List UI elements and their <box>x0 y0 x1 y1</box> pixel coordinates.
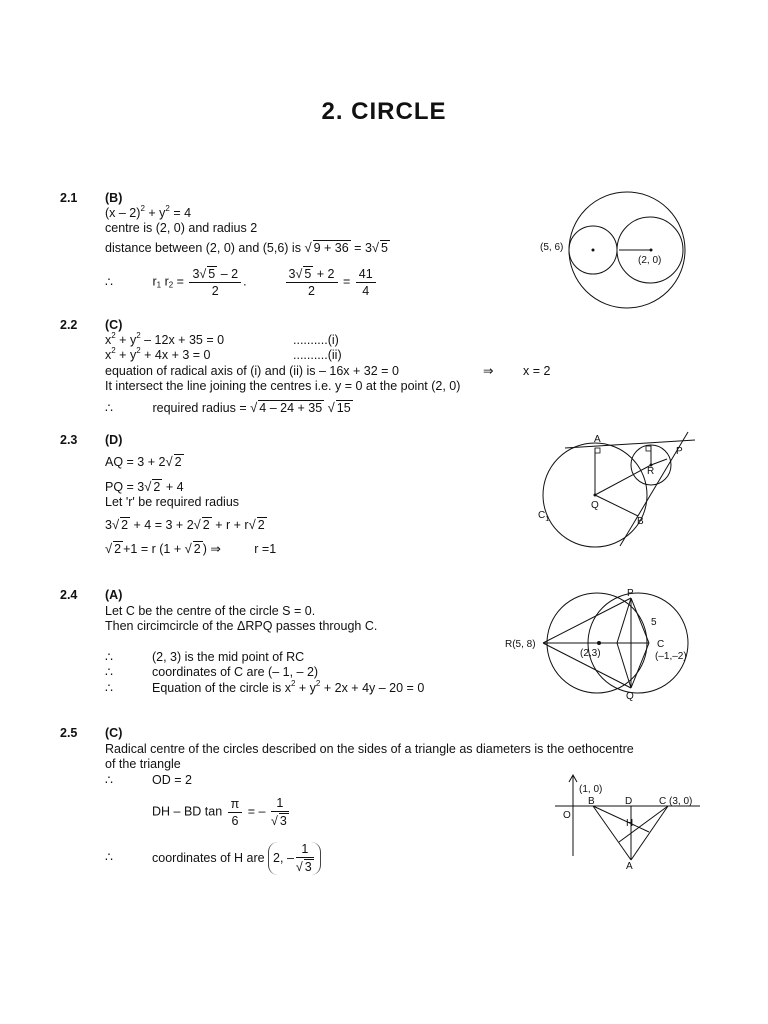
q4-label-C-coords: (–1,–2) <box>655 651 687 662</box>
q4-midpoint <box>597 641 601 645</box>
q3-equation: 3√ 2 + 4 = 3 + 2√ 2 + r + r√ 2 <box>105 517 265 532</box>
q4-line-3: (2, 3) is the mid point of RC <box>152 650 305 664</box>
q3-let-r: Let 'r' be required radius <box>105 495 240 509</box>
q3-figure <box>530 428 710 578</box>
q3-line-QR <box>595 465 651 495</box>
q1-distance-text: distance between (2, 0) and (5,6) is √ 9 + 36 = 3√ 5 <box>105 240 388 255</box>
q4-line-MQ <box>617 643 631 688</box>
q4-line-4: coordinates of C are (– 1, – 2) <box>152 665 319 679</box>
q3-label-R: R <box>647 466 655 477</box>
q3-label-P: P <box>676 446 683 457</box>
q1-answer: (B) <box>105 191 123 205</box>
q3-line-RP <box>651 459 667 465</box>
q5-dh: DH – BD tan $\frac{\pi}{6}$ = – $\frac{1}{√ 3}$ <box>152 796 287 829</box>
q4-line-5: Equation of the circle is $x^2 + y^2 + 2x + 4y - 20 = 0$ <box>152 679 425 695</box>
q3-number: 2.3 <box>60 433 78 447</box>
q3-label-B: B <box>637 516 644 527</box>
q4-label-Q: Q <box>626 691 634 702</box>
q2-number: 2.2 <box>60 318 78 332</box>
q5-label-A: A <box>626 861 633 872</box>
q5-line-2: of the triangle <box>105 757 181 771</box>
q3-line-QB <box>595 495 638 516</box>
q4-therefore-2: ∴ <box>105 665 113 679</box>
q1-figure <box>530 188 720 318</box>
q5-altitude-B <box>593 806 649 832</box>
q1-label-5-6: (5, 6) <box>540 242 564 253</box>
q5-label-H: H <box>626 818 634 829</box>
q3-centre-Q <box>594 494 597 497</box>
q5-therefore-2: ∴ <box>105 850 113 864</box>
q4-label-P: P <box>627 588 634 599</box>
q1-equation: $(x - 2)^2 + y^2 = 4$ <box>105 204 192 220</box>
q4-label-5: 5 <box>651 617 657 628</box>
q2-radius-text: ∴ required radius = √ 4 – 24 + 35 √ 15 <box>105 400 351 415</box>
q5-label-B: B <box>588 796 595 807</box>
q5-number: 2.5 <box>60 726 78 740</box>
q4-line-1: Let C be the centre of the circle S = 0. <box>105 604 316 618</box>
q5-label-D: D <box>625 796 633 807</box>
q5-label-C-coords: (3, 0) <box>669 796 693 807</box>
q1-right-centre <box>650 249 653 252</box>
q3-answer: (D) <box>105 433 123 447</box>
q2-implies: ⇒ <box>483 364 494 378</box>
q5-line-BA <box>593 806 634 860</box>
q5-label-C: C <box>659 796 667 807</box>
q3-right-angle-small <box>646 446 651 451</box>
q4-label-C: C <box>657 639 665 650</box>
q5-od: OD = 2 <box>152 773 192 787</box>
q4-answer: (A) <box>105 588 123 602</box>
q4-therefore-3: ∴ <box>105 681 113 695</box>
q4-figure <box>505 585 720 705</box>
q3-right-angle-A <box>595 448 600 453</box>
q1-radius-result: ∴ $r_1$ $r_2$ = $\frac{3√ 5 - 2}{2}$ . $\frac{3√ 5 + 2}{2}$ = $\frac{41}{4}$ <box>105 266 378 299</box>
q1-label-2-0: (2, 0) <box>638 255 662 266</box>
q3-label-C1: $C_1$ <box>538 510 550 523</box>
q5-therefore-1: ∴ <box>105 773 113 787</box>
q3-label-Q: Q <box>591 500 599 511</box>
q4-label-mid: (2,3) <box>580 648 601 659</box>
q2-equation-2: $x^2 + y^2 + 4x + 3 = 0$ <box>105 346 211 362</box>
q5-coordinates-h: coordinates of H are 2, – $\frac{1}{√ 3}$ <box>152 842 321 875</box>
q2-radical-axis: equation of radical axis of (i) and (ii) is – 16x + 32 = 0 <box>105 364 399 378</box>
q3-label-A: A <box>594 434 601 445</box>
q4-line-2: Then circimcircle of the ΔRPQ passes through C. <box>105 619 378 633</box>
q3-result: √ 2 +1 = r (1 + √ 2 ) ⇒ r =1 <box>105 541 277 556</box>
q2-tag-2: ..........(ii) <box>293 348 342 362</box>
q5-line-1: Radical centre of the circles described on the sides of a triangle as diameters is the oethocentre <box>105 742 634 756</box>
q1-centre-text: centre is (2, 0) and radius 2 <box>105 221 258 235</box>
q2-tag-1: ..........(i) <box>293 333 339 347</box>
q4-label-R: R(5, 8) <box>505 639 536 650</box>
q4-line-RP <box>543 598 631 643</box>
q5-label-B-coords: (1, 0) <box>579 784 603 795</box>
q1-number: 2.1 <box>60 191 78 205</box>
q1-left-centre <box>592 249 595 252</box>
q3-aq: AQ = 3 + 2√ 2 <box>105 454 182 469</box>
q5-label-O: O <box>563 810 571 821</box>
page-title: 2. CIRCLE <box>321 98 447 125</box>
q4-line-QC <box>631 643 649 688</box>
q4-line-MP <box>617 598 631 643</box>
q2-answer: (C) <box>105 318 123 332</box>
q4-therefore-1: ∴ <box>105 650 113 664</box>
q5-answer: (C) <box>105 726 123 740</box>
q5-figure <box>555 772 705 872</box>
q2-result-x: x = 2 <box>523 364 551 378</box>
q5-line-CA <box>631 806 668 860</box>
q4-number: 2.4 <box>60 588 78 602</box>
q3-pq: PQ = 3√ 2 + 4 <box>105 479 184 494</box>
q2-intersect-text: It intersect the line joining the centres i.e. y = 0 at the point (2, 0) <box>105 379 461 393</box>
q4-line-PC <box>631 598 649 643</box>
q2-equation-1: $x^2 + y^2 - 12x + 35 = 0$ <box>105 331 225 347</box>
